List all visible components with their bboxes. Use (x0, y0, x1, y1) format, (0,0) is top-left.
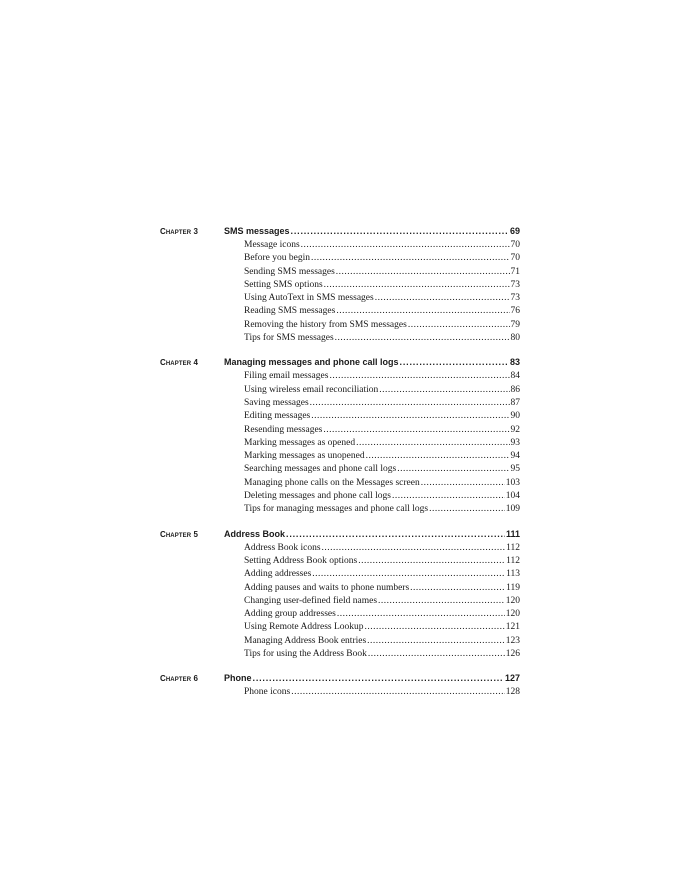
toc-entry-page-number: 123 (505, 635, 520, 646)
toc-entry-page-number: 126 (505, 649, 520, 660)
toc-entry-page-number: 76 (510, 306, 520, 317)
toc-entry-page-number: 92 (510, 424, 520, 435)
dot-leader (379, 384, 509, 397)
toc-entry[interactable] (244, 503, 520, 516)
toc-entry-page-number: 103 (505, 477, 520, 488)
dot-leader (323, 424, 509, 437)
toc-entry-page-number: 93 (510, 437, 520, 448)
toc-entry-page-number: 87 (510, 397, 520, 408)
toc-entry-title: Adding group addresses (244, 609, 336, 620)
chapter-title: SMS messages (224, 226, 290, 236)
dot-leader (392, 490, 505, 503)
toc-entry[interactable] (244, 621, 520, 634)
toc-entry-page-number: 71 (510, 266, 520, 277)
toc-entry[interactable] (244, 424, 520, 437)
toc-entry-title: Message icons (244, 240, 300, 250)
dot-leader (368, 648, 505, 661)
toc-entry[interactable] (244, 266, 520, 279)
chapter-title-row[interactable] (224, 224, 520, 239)
toc-entry[interactable] (244, 397, 520, 410)
toc-entry-title: Resending messages (244, 424, 323, 435)
toc-entry-title: Saving messages (244, 397, 309, 408)
toc-entry-page-number: 70 (510, 240, 520, 250)
toc-entry-title: Tips for managing messages and phone call logs (244, 504, 429, 515)
chapter-title-row[interactable] (224, 527, 520, 542)
toc-entry-title: Deleting messages and phone call logs (244, 491, 391, 502)
dot-leader (336, 305, 509, 318)
toc-entry[interactable] (244, 450, 520, 463)
dot-leader (324, 279, 510, 292)
toc-entry-title: Address Book icons (244, 542, 321, 553)
dot-leader (356, 437, 509, 450)
chapter-label (160, 227, 198, 236)
dot-leader (291, 686, 505, 699)
dot-leader (335, 332, 510, 345)
table-of-contents (160, 224, 520, 700)
toc-entry-page-number: 95 (510, 464, 520, 475)
toc-entry-page-number: 113 (506, 569, 520, 580)
toc-entry-page-number: 119 (506, 582, 520, 593)
toc-entry[interactable] (244, 635, 520, 648)
toc-entry-page-number: 73 (510, 279, 520, 290)
dot-leader (312, 568, 505, 581)
toc-entry[interactable] (244, 279, 520, 292)
toc-entry-page-number: 70 (510, 253, 520, 264)
toc-entry[interactable] (244, 608, 520, 621)
chapter-title-row[interactable] (224, 671, 520, 686)
toc-entry-title: Using wireless email reconciliation (244, 384, 379, 395)
toc-entry-title: Marking messages as unopened (244, 451, 365, 462)
toc-entry-page-number: 94 (510, 451, 520, 462)
toc-entry-title: Editing messages (244, 411, 311, 422)
dot-leader (421, 477, 505, 490)
toc-entry[interactable] (244, 410, 520, 423)
dot-leader (253, 671, 504, 686)
dot-leader (358, 555, 505, 568)
toc-entry-page-number: 109 (505, 504, 520, 515)
toc-entry[interactable] (244, 370, 520, 383)
toc-entry-title: Tips for using the Address Book (244, 649, 367, 660)
toc-entry-title: Adding addresses (244, 569, 312, 580)
toc-entry-title: Using AutoText in SMS messages (244, 293, 374, 304)
toc-entry-title: Searching messages and phone call logs (244, 464, 397, 475)
toc-entry[interactable] (244, 463, 520, 476)
dot-leader (367, 635, 505, 648)
chapter-section (160, 224, 520, 345)
toc-entry[interactable] (244, 582, 520, 595)
chapter-number: 3 (193, 227, 199, 236)
toc-entry-page-number: 84 (510, 371, 520, 382)
chapter-section (160, 527, 520, 662)
toc-entry-page-number: 120 (505, 609, 520, 620)
toc-entry-title: Before you begin (244, 253, 310, 264)
dot-leader (322, 542, 506, 555)
toc-entry-page-number: 73 (510, 293, 520, 304)
chapter-page-number: 69 (509, 226, 520, 236)
chapter-title: Phone (224, 673, 252, 684)
toc-entry[interactable] (244, 477, 520, 490)
toc-entry-title: Changing user-defined field names (244, 595, 378, 606)
chapter-label-word: Chapter (160, 674, 192, 684)
toc-entry[interactable] (244, 319, 520, 332)
toc-entry-page-number: 86 (510, 384, 520, 395)
toc-entry-title: Setting SMS options (244, 279, 323, 290)
chapter-page-number: 83 (509, 357, 520, 368)
chapter-title: Managing messages and phone call logs (224, 357, 399, 368)
toc-entry-page-number: 79 (510, 319, 520, 330)
toc-entry[interactable] (244, 252, 520, 265)
toc-entry[interactable] (244, 239, 520, 252)
dot-leader (301, 239, 510, 252)
chapter-page-number: 111 (505, 528, 520, 539)
chapter-number: 6 (193, 674, 199, 684)
toc-entry-title: Marking messages as opened (244, 437, 356, 448)
dot-leader (397, 463, 509, 476)
dot-leader (311, 252, 510, 265)
dot-leader (365, 621, 505, 634)
toc-entry[interactable] (244, 542, 520, 555)
chapter-label-word: Chapter (160, 529, 192, 539)
dot-leader (311, 410, 509, 423)
toc-entry-title: Tips for SMS messages (244, 333, 334, 344)
dot-leader (400, 355, 509, 370)
toc-entry[interactable] (244, 305, 520, 318)
toc-entry-page-number: 104 (505, 491, 520, 502)
dot-leader (286, 527, 505, 542)
toc-entry-title: Sending SMS messages (244, 266, 335, 277)
dot-leader (337, 608, 505, 621)
dot-leader (291, 224, 509, 239)
chapter-number: 5 (193, 529, 199, 539)
chapter-label (160, 674, 198, 683)
chapter-label (160, 358, 198, 367)
toc-entry-page-number: 128 (505, 687, 520, 698)
toc-entry-title: Managing phone calls on the Messages screen (244, 477, 420, 488)
toc-entry[interactable] (244, 595, 520, 608)
toc-entry[interactable] (244, 686, 520, 699)
toc-entry-page-number: 112 (506, 555, 520, 566)
dot-leader (410, 582, 505, 595)
dot-leader (429, 503, 505, 516)
toc-entry[interactable] (244, 332, 520, 345)
dot-leader (336, 266, 510, 279)
toc-entry[interactable] (244, 568, 520, 581)
chapter-page-number: 127 (504, 673, 520, 684)
toc-entry-title: Managing Address Book entries (244, 635, 367, 646)
toc-entry-title: Using Remote Address Lookup (244, 622, 364, 633)
chapter-label (160, 530, 198, 539)
toc-entry-title: Phone icons (244, 687, 291, 698)
dot-leader (310, 397, 510, 410)
dot-leader (375, 292, 510, 305)
toc-entry[interactable] (244, 384, 520, 397)
toc-entry-page-number: 120 (505, 595, 520, 606)
toc-entry[interactable] (244, 555, 520, 568)
chapter-section (160, 355, 520, 516)
dot-leader (329, 370, 509, 383)
chapter-number: 4 (193, 358, 199, 368)
chapter-section (160, 671, 520, 699)
toc-entry[interactable] (244, 292, 520, 305)
chapter-label-word: Chapter (160, 358, 192, 368)
toc-entry-page-number: 112 (506, 542, 520, 553)
toc-entry-title: Reading SMS messages (244, 306, 336, 317)
chapter-title: Address Book (224, 528, 286, 539)
toc-entry-page-number: 90 (510, 411, 520, 422)
dot-leader (408, 319, 510, 332)
toc-entry-title: Setting Address Book options (244, 555, 358, 566)
toc-entry[interactable] (244, 437, 520, 450)
dot-leader (378, 595, 505, 608)
toc-entry-title: Removing the history from SMS messages (244, 319, 407, 330)
toc-entry[interactable] (244, 648, 520, 661)
chapter-label-word: Chapter (160, 227, 192, 236)
toc-entry[interactable] (244, 490, 520, 503)
toc-entry-page-number: 80 (510, 333, 520, 344)
dot-leader (366, 450, 510, 463)
chapter-title-row[interactable] (224, 355, 520, 370)
toc-entry-page-number: 121 (505, 622, 520, 633)
toc-entry-title: Filing email messages (244, 371, 329, 382)
toc-entry-title: Adding pauses and waits to phone numbers (244, 582, 410, 593)
